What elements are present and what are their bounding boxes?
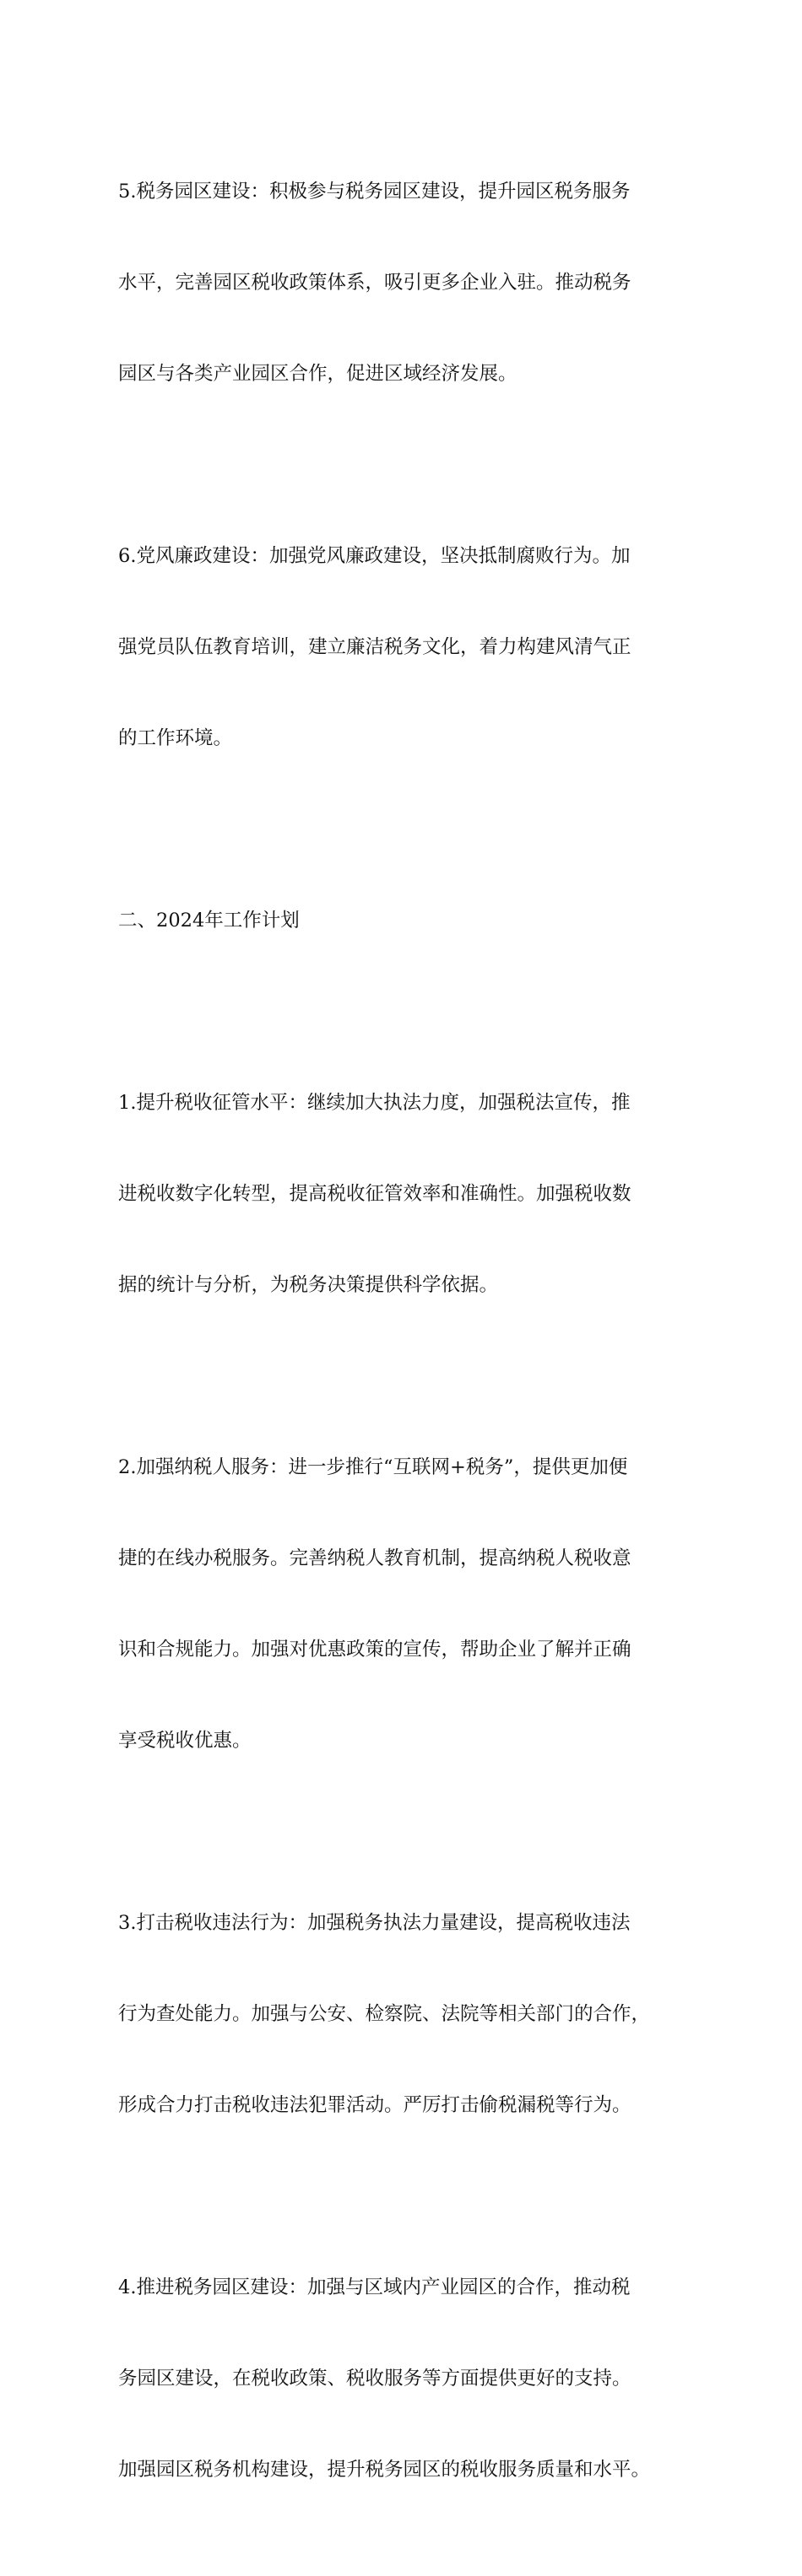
- paragraph-line: 强党员队伍教育培训，建立廉洁税务文化，着力构建风清气正: [118, 636, 631, 658]
- paragraph-line: 6.党风廉政建设：加强党风廉政建设，坚决抵制腐败行为。加: [118, 545, 631, 567]
- paragraph-line: 2.加强纳税人服务：进一步推行“互联网+税务”，提供更加便: [118, 1456, 628, 1478]
- paragraph-line: 务园区建设，在税收政策、税收服务等方面提供更好的支持。: [118, 2368, 631, 2390]
- paragraph-line: 园区与各类产业园区合作，促进区域经济发展。: [118, 363, 518, 385]
- plan-item-4-tax-park: [118, 2211, 701, 2546]
- paragraph-line: 加强园区税务机构建设，提升税务园区的税收服务质量和水平。: [118, 2459, 651, 2481]
- paragraph-line: 识和合规能力。加强对优惠政策的宣传，帮助企业了解并正确: [118, 1639, 631, 1661]
- paragraph-5-tax-park-construction: [118, 116, 701, 450]
- paragraph-6-party-integrity: [118, 480, 701, 814]
- paragraph-line: 享受税收优惠。: [118, 1730, 252, 1752]
- paragraph-line: 1.提升税收征管水平：继续加大执法力度，加强税法宣传，推: [118, 1092, 631, 1114]
- paragraph-line: 进税收数字化转型，提高税收征管效率和准确性。加强税收数: [118, 1183, 631, 1205]
- paragraph-line: 5.税务园区建设：积极参与税务园区建设，提升园区税务服务: [118, 181, 631, 203]
- paragraph-line: 3.打击税收违法行为：加强税务执法力量建设，提高税收违法: [118, 1912, 631, 1934]
- paragraph-line: 形成合力打击税收违法犯罪活动。严厉打击偷税漏税等行为。: [118, 2094, 631, 2116]
- paragraph-line: 行为查处能力。加强与公安、检察院、法院等相关部门的合作，: [118, 2003, 651, 2025]
- document-body: [118, 116, 701, 2576]
- plan-item-1-tax-collection: [118, 1027, 701, 1361]
- plan-item-3-combat-violations: [118, 1847, 701, 2181]
- paragraph-line: 据的统计与分析，为税务决策提供科学依据。: [118, 1274, 499, 1296]
- paragraph-line: 的工作环境。: [118, 727, 233, 749]
- paragraph-line: 捷的在线办税服务。完善纳税人教育机制，提高纳税人税收意: [118, 1547, 631, 1569]
- plan-item-2-taxpayer-service: [118, 1391, 701, 1817]
- paragraph-line: 4.推进税务园区建设：加强与区域内产业园区的合作，推动税: [118, 2276, 631, 2298]
- section-heading-2024-plan: [118, 845, 701, 996]
- heading-line: 二、2024年工作计划: [118, 910, 300, 932]
- paragraph-line: 水平，完善园区税收政策体系，吸引更多企业入驻。推动税务: [118, 272, 631, 294]
